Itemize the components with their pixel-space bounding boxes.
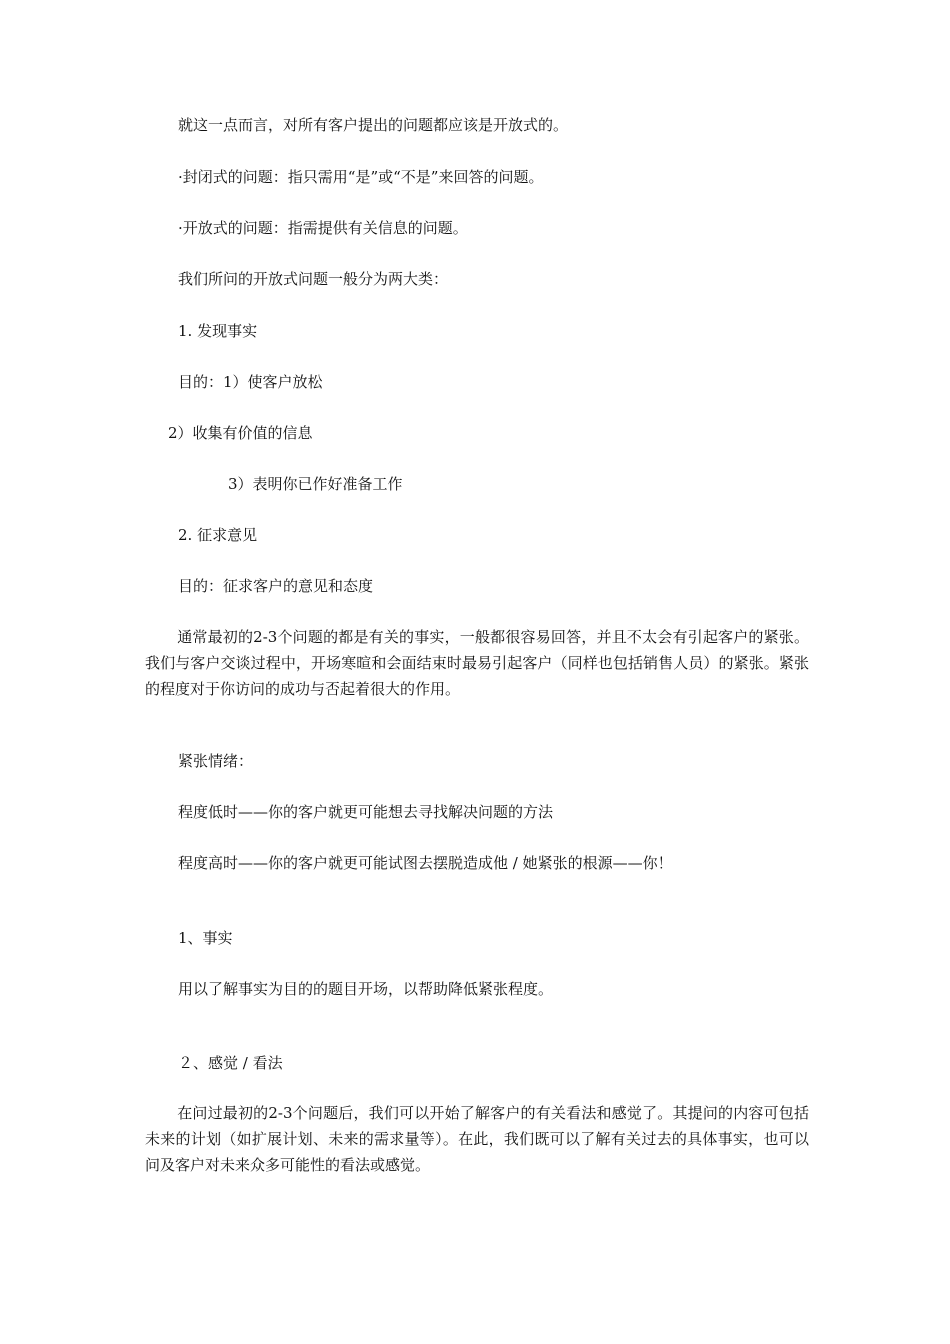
- body-paragraph: [145, 624, 809, 702]
- text-line: 目的：征求客户的意见和态度: [178, 577, 374, 595]
- text-line: 2）收集有价值的信息: [168, 424, 313, 442]
- text-line: 我们所问的开放式问题一般分为两大类：: [178, 270, 449, 288]
- section-heading: 1. 发现事实: [178, 322, 258, 340]
- text-line: 用以了解事实为目的的题目开场，以帮助降低紧张程度。: [178, 980, 554, 998]
- paragraph-text: 通常最初的2-3个问题的都是有关的事实，一般都很容易回答，并且不太会有引起客户的紧张。我们与客户交谈过程中，开场寒暄和会面结束时最易引起客户（同样也包括销售人员）的紧张。紧张的程度对于你访问的成功与否起着很大的作用。: [145, 628, 809, 698]
- paragraph-text: 在问过最初的2-3个问题后，我们可以开始了解客户的有关看法和感觉了。其提问的内容可包括未来的计划（如扩展计划、未来的需求量等）。在此，我们既可以了解有关过去的具体事实，也可以问及客户对未来众多可能性的看法或感觉。: [145, 1104, 809, 1174]
- section-heading: 1、事实: [178, 929, 233, 947]
- text-line: 程度高时——你的客户就更可能试图去摆脱造成他 / 她紧张的根源——你！: [178, 854, 673, 872]
- text-line: ·封闭式的问题：指只需用“是”或“不是”来回答的问题。: [178, 168, 544, 186]
- text-line: 目的：1）使客户放松: [178, 373, 323, 391]
- text-line: 程度低时——你的客户就更可能想去寻找解决问题的方法: [178, 803, 554, 821]
- body-paragraph: [145, 1100, 809, 1178]
- text-line: 就这一点而言，对所有客户提出的问题都应该是开放式的。: [178, 116, 569, 134]
- text-line: ·开放式的问题：指需提供有关信息的问题。: [178, 219, 468, 237]
- text-line: 3）表明你已作好准备工作: [228, 475, 403, 493]
- section-heading: 2. 征求意见: [178, 526, 258, 544]
- section-heading: 紧张情绪：: [178, 752, 254, 770]
- section-heading: ２、感觉 / 看法: [178, 1054, 283, 1072]
